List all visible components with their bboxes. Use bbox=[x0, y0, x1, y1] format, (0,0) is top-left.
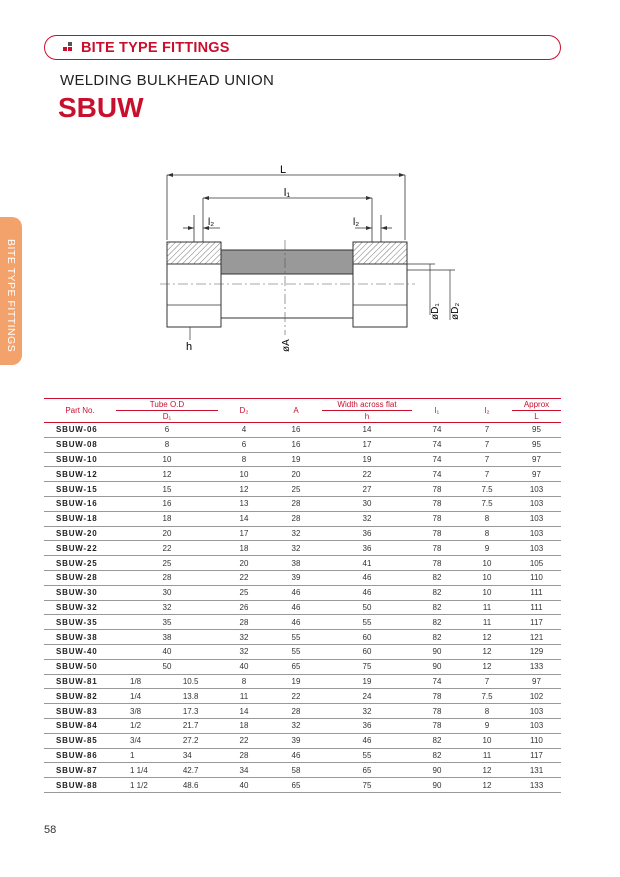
table-row bbox=[44, 704, 561, 719]
table-cell: 74 bbox=[412, 437, 462, 452]
col-tube-od: Tube O.D bbox=[116, 399, 218, 411]
table-cell: 50 bbox=[322, 600, 412, 615]
table-cell: 110 bbox=[512, 733, 561, 748]
part-number-cell: SBUW-84 bbox=[44, 718, 116, 733]
dim-l1: l₁ bbox=[283, 187, 291, 199]
table-cell: 65 bbox=[270, 659, 322, 674]
table-cell: 13.8 bbox=[169, 689, 218, 704]
table-cell: 8 bbox=[116, 437, 218, 452]
table-cell: 103 bbox=[512, 718, 561, 733]
table-cell: 19 bbox=[322, 452, 412, 467]
section-title: BITE TYPE FITTINGS bbox=[81, 39, 230, 56]
table-row bbox=[44, 733, 561, 748]
table-cell: 42.7 bbox=[169, 763, 218, 778]
dim-l2-right: l₂ bbox=[353, 217, 360, 228]
table-cell: 131 bbox=[512, 763, 561, 778]
table-cell: 17.3 bbox=[169, 704, 218, 719]
table-cell: 16 bbox=[270, 437, 322, 452]
table-cell: 111 bbox=[512, 600, 561, 615]
table-cell: 26 bbox=[218, 600, 270, 615]
table-cell: 36 bbox=[322, 526, 412, 541]
table-cell: 32 bbox=[270, 526, 322, 541]
table-cell: 7 bbox=[462, 452, 512, 467]
table-cell: 11 bbox=[218, 689, 270, 704]
table-cell: 1/8 bbox=[116, 674, 169, 689]
table-cell: 4 bbox=[218, 423, 270, 438]
table-cell: 25 bbox=[116, 556, 218, 571]
table-cell: 12 bbox=[116, 467, 218, 482]
table-cell: 78 bbox=[412, 556, 462, 571]
part-number-cell: SBUW-85 bbox=[44, 733, 116, 748]
table-row bbox=[44, 423, 561, 438]
brand-squares-icon bbox=[63, 42, 75, 54]
table-cell: 103 bbox=[512, 541, 561, 556]
part-number-cell: SBUW-16 bbox=[44, 496, 116, 511]
table-cell: 103 bbox=[512, 526, 561, 541]
part-number-cell: SBUW-20 bbox=[44, 526, 116, 541]
table-cell: 8 bbox=[462, 704, 512, 719]
table-cell: 22 bbox=[270, 689, 322, 704]
table-cell: 24 bbox=[322, 689, 412, 704]
table-row bbox=[44, 585, 561, 600]
table-cell: 3/8 bbox=[116, 704, 169, 719]
table-cell: 11 bbox=[462, 600, 512, 615]
part-number-cell: SBUW-50 bbox=[44, 659, 116, 674]
part-number-cell: SBUW-28 bbox=[44, 570, 116, 585]
table-cell: 32 bbox=[322, 511, 412, 526]
table-row bbox=[44, 644, 561, 659]
table-cell: 90 bbox=[412, 659, 462, 674]
table-cell: 18 bbox=[218, 541, 270, 556]
table-cell: 10 bbox=[462, 556, 512, 571]
table-cell: 103 bbox=[512, 511, 561, 526]
table-cell: 10 bbox=[462, 733, 512, 748]
table-cell: 75 bbox=[322, 659, 412, 674]
side-tab-label: BITE TYPE FITTINGS bbox=[5, 239, 17, 353]
table-cell: 10 bbox=[462, 570, 512, 585]
table-cell: 103 bbox=[512, 482, 561, 497]
table-cell: 78 bbox=[412, 482, 462, 497]
table-row bbox=[44, 689, 561, 704]
table-cell: 103 bbox=[512, 496, 561, 511]
part-number-cell: SBUW-06 bbox=[44, 423, 116, 438]
table-cell: 38 bbox=[116, 630, 218, 645]
page-number: 58 bbox=[44, 824, 57, 836]
table-cell: 8 bbox=[218, 674, 270, 689]
part-number-cell: SBUW-15 bbox=[44, 482, 116, 497]
table-row bbox=[44, 674, 561, 689]
part-number-cell: SBUW-38 bbox=[44, 630, 116, 645]
table-cell: 18 bbox=[218, 718, 270, 733]
table-cell: 11 bbox=[462, 615, 512, 630]
table-cell: 129 bbox=[512, 644, 561, 659]
table-cell: 32 bbox=[322, 704, 412, 719]
table-cell: 9 bbox=[462, 541, 512, 556]
table-cell: 32 bbox=[116, 600, 218, 615]
table-cell: 19 bbox=[322, 674, 412, 689]
col-l2: l₂ bbox=[462, 399, 512, 423]
part-number-cell: SBUW-35 bbox=[44, 615, 116, 630]
table-cell: 13 bbox=[218, 496, 270, 511]
part-number-cell: SBUW-08 bbox=[44, 437, 116, 452]
table-cell: 30 bbox=[322, 496, 412, 511]
table-cell: 21.7 bbox=[169, 718, 218, 733]
table-cell: 9 bbox=[462, 718, 512, 733]
table-cell: 74 bbox=[412, 452, 462, 467]
table-cell: 90 bbox=[412, 763, 462, 778]
table-row bbox=[44, 600, 561, 615]
table-cell: 12 bbox=[462, 644, 512, 659]
product-subtitle: WELDING BULKHEAD UNION bbox=[60, 72, 275, 89]
table-cell: 97 bbox=[512, 674, 561, 689]
dim-L: L bbox=[279, 164, 287, 176]
table-row bbox=[44, 570, 561, 585]
table-cell: 28 bbox=[218, 615, 270, 630]
table-cell: 14 bbox=[322, 423, 412, 438]
table-cell: 20 bbox=[218, 556, 270, 571]
table-cell: 95 bbox=[512, 423, 561, 438]
table-cell: 97 bbox=[512, 467, 561, 482]
table-cell: 46 bbox=[322, 733, 412, 748]
table-cell: 74 bbox=[412, 674, 462, 689]
table-cell: 55 bbox=[270, 630, 322, 645]
part-number-cell: SBUW-12 bbox=[44, 467, 116, 482]
table-row bbox=[44, 718, 561, 733]
col-d2: D₂ bbox=[218, 399, 270, 423]
table-cell: 28 bbox=[270, 511, 322, 526]
spec-table bbox=[44, 398, 561, 793]
dim-h: h bbox=[186, 341, 193, 353]
table-cell: 82 bbox=[412, 585, 462, 600]
table-row bbox=[44, 630, 561, 645]
col-l1: l₁ bbox=[412, 399, 462, 423]
table-cell: 6 bbox=[116, 423, 218, 438]
table-row bbox=[44, 467, 561, 482]
technical-drawing bbox=[150, 160, 470, 360]
table-cell: 78 bbox=[412, 704, 462, 719]
table-cell: 46 bbox=[270, 748, 322, 763]
table-cell: 55 bbox=[322, 615, 412, 630]
table-cell: 22 bbox=[322, 467, 412, 482]
table-cell: 12 bbox=[462, 778, 512, 793]
table-cell: 1/4 bbox=[116, 689, 169, 704]
dim-D2: øD₂ bbox=[450, 302, 461, 320]
table-cell: 65 bbox=[270, 778, 322, 793]
table-cell: 55 bbox=[270, 644, 322, 659]
table-cell: 82 bbox=[412, 570, 462, 585]
dim-A: øA bbox=[281, 339, 292, 352]
part-number-cell: SBUW-86 bbox=[44, 748, 116, 763]
part-number-cell: SBUW-22 bbox=[44, 541, 116, 556]
table-cell: 19 bbox=[270, 674, 322, 689]
table-cell: 28 bbox=[270, 704, 322, 719]
table-cell: 7 bbox=[462, 467, 512, 482]
table-cell: 58 bbox=[270, 763, 322, 778]
table-cell: 34 bbox=[218, 763, 270, 778]
table-row bbox=[44, 526, 561, 541]
table-cell: 12 bbox=[462, 659, 512, 674]
table-cell: 10 bbox=[462, 585, 512, 600]
table-cell: 11 bbox=[462, 748, 512, 763]
table-cell: 39 bbox=[270, 570, 322, 585]
table-cell: 28 bbox=[116, 570, 218, 585]
table-cell: 10 bbox=[116, 452, 218, 467]
table-cell: 78 bbox=[412, 689, 462, 704]
table-cell: 95 bbox=[512, 437, 561, 452]
table-cell: 55 bbox=[322, 748, 412, 763]
table-cell: 46 bbox=[270, 585, 322, 600]
col-l: L bbox=[512, 411, 561, 423]
table-cell: 14 bbox=[218, 511, 270, 526]
table-cell: 117 bbox=[512, 748, 561, 763]
table-cell: 40 bbox=[218, 778, 270, 793]
table-cell: 35 bbox=[116, 615, 218, 630]
part-number-cell: SBUW-18 bbox=[44, 511, 116, 526]
table-row bbox=[44, 541, 561, 556]
table-cell: 1 bbox=[116, 748, 169, 763]
table-cell: 82 bbox=[412, 630, 462, 645]
table-cell: 8 bbox=[462, 526, 512, 541]
table-cell: 82 bbox=[412, 733, 462, 748]
table-cell: 82 bbox=[412, 748, 462, 763]
part-number-cell: SBUW-88 bbox=[44, 778, 116, 793]
part-number-cell: SBUW-10 bbox=[44, 452, 116, 467]
col-approx: Approx bbox=[512, 399, 561, 411]
part-number-cell: SBUW-40 bbox=[44, 644, 116, 659]
table-cell: 22 bbox=[218, 570, 270, 585]
table-cell: 6 bbox=[218, 437, 270, 452]
table-cell: 8 bbox=[462, 511, 512, 526]
table-row bbox=[44, 615, 561, 630]
table-cell: 28 bbox=[218, 748, 270, 763]
table-cell: 34 bbox=[169, 748, 218, 763]
table-cell: 111 bbox=[512, 585, 561, 600]
table-cell: 75 bbox=[322, 778, 412, 793]
table-cell: 14 bbox=[218, 704, 270, 719]
table-row bbox=[44, 437, 561, 452]
table-row bbox=[44, 763, 561, 778]
table-cell: 20 bbox=[270, 467, 322, 482]
table-row bbox=[44, 748, 561, 763]
table-cell: 22 bbox=[116, 541, 218, 556]
col-d1: D₁ bbox=[116, 411, 218, 423]
table-cell: 7 bbox=[462, 674, 512, 689]
table-cell: 22 bbox=[218, 733, 270, 748]
table-cell: 15 bbox=[116, 482, 218, 497]
table-cell: 121 bbox=[512, 630, 561, 645]
table-cell: 36 bbox=[322, 541, 412, 556]
table-cell: 3/4 bbox=[116, 733, 169, 748]
table-cell: 78 bbox=[412, 718, 462, 733]
table-cell: 39 bbox=[270, 733, 322, 748]
table-cell: 103 bbox=[512, 704, 561, 719]
side-tab[interactable] bbox=[0, 217, 22, 365]
table-cell: 46 bbox=[322, 570, 412, 585]
table-cell: 7.5 bbox=[462, 689, 512, 704]
table-cell: 46 bbox=[270, 615, 322, 630]
table-cell: 7 bbox=[462, 423, 512, 438]
dim-l2-left: l₂ bbox=[208, 217, 215, 228]
section-header bbox=[44, 35, 561, 60]
table-cell: 133 bbox=[512, 778, 561, 793]
table-cell: 25 bbox=[218, 585, 270, 600]
table-cell: 19 bbox=[270, 452, 322, 467]
dim-D1: øD₁ bbox=[430, 303, 441, 320]
col-h: h bbox=[322, 411, 412, 423]
table-cell: 133 bbox=[512, 659, 561, 674]
table-cell: 18 bbox=[116, 511, 218, 526]
table-cell: 1/2 bbox=[116, 718, 169, 733]
table-row bbox=[44, 452, 561, 467]
table-cell: 20 bbox=[116, 526, 218, 541]
table-cell: 78 bbox=[412, 511, 462, 526]
table-row bbox=[44, 496, 561, 511]
table-cell: 60 bbox=[322, 644, 412, 659]
table-cell: 17 bbox=[322, 437, 412, 452]
table-cell: 105 bbox=[512, 556, 561, 571]
part-number-cell: SBUW-30 bbox=[44, 585, 116, 600]
table-row bbox=[44, 511, 561, 526]
part-number-cell: SBUW-32 bbox=[44, 600, 116, 615]
table-row bbox=[44, 778, 561, 793]
table-cell: 12 bbox=[218, 482, 270, 497]
table-cell: 50 bbox=[116, 659, 218, 674]
part-number-cell: SBUW-81 bbox=[44, 674, 116, 689]
table-cell: 7.5 bbox=[462, 482, 512, 497]
part-number-cell: SBUW-82 bbox=[44, 689, 116, 704]
table-cell: 40 bbox=[218, 659, 270, 674]
table-cell: 10 bbox=[218, 467, 270, 482]
table-cell: 82 bbox=[412, 615, 462, 630]
table-cell: 32 bbox=[218, 644, 270, 659]
table-cell: 46 bbox=[270, 600, 322, 615]
table-cell: 65 bbox=[322, 763, 412, 778]
table-cell: 32 bbox=[218, 630, 270, 645]
table-cell: 74 bbox=[412, 467, 462, 482]
product-code: SBUW bbox=[58, 92, 144, 123]
table-cell: 78 bbox=[412, 526, 462, 541]
table-cell: 1 1/4 bbox=[116, 763, 169, 778]
table-cell: 78 bbox=[412, 541, 462, 556]
table-cell: 41 bbox=[322, 556, 412, 571]
table-cell: 30 bbox=[116, 585, 218, 600]
part-number-cell: SBUW-87 bbox=[44, 763, 116, 778]
table-row bbox=[44, 659, 561, 674]
table-cell: 110 bbox=[512, 570, 561, 585]
table-cell: 1 1/2 bbox=[116, 778, 169, 793]
table-cell: 12 bbox=[462, 630, 512, 645]
table-cell: 38 bbox=[270, 556, 322, 571]
table-cell: 7.5 bbox=[462, 496, 512, 511]
table-cell: 60 bbox=[322, 630, 412, 645]
table-cell: 12 bbox=[462, 763, 512, 778]
table-cell: 17 bbox=[218, 526, 270, 541]
table-cell: 27.2 bbox=[169, 733, 218, 748]
col-part-no: Part No. bbox=[44, 399, 116, 423]
table-cell: 28 bbox=[270, 496, 322, 511]
table-cell: 36 bbox=[322, 718, 412, 733]
table-cell: 27 bbox=[322, 482, 412, 497]
table-cell: 7 bbox=[462, 437, 512, 452]
table-cell: 97 bbox=[512, 452, 561, 467]
table-cell: 32 bbox=[270, 541, 322, 556]
table-cell: 10.5 bbox=[169, 674, 218, 689]
table-cell: 78 bbox=[412, 496, 462, 511]
table-cell: 16 bbox=[270, 423, 322, 438]
col-a: A bbox=[270, 399, 322, 423]
table-cell: 117 bbox=[512, 615, 561, 630]
table-cell: 16 bbox=[116, 496, 218, 511]
table-cell: 82 bbox=[412, 600, 462, 615]
table-cell: 48.6 bbox=[169, 778, 218, 793]
table-cell: 74 bbox=[412, 423, 462, 438]
part-number-cell: SBUW-83 bbox=[44, 704, 116, 719]
table-cell: 46 bbox=[322, 585, 412, 600]
table-row bbox=[44, 556, 561, 571]
table-cell: 90 bbox=[412, 644, 462, 659]
table-cell: 25 bbox=[270, 482, 322, 497]
spec-table-body bbox=[44, 423, 561, 793]
table-cell: 90 bbox=[412, 778, 462, 793]
table-row bbox=[44, 482, 561, 497]
table-cell: 102 bbox=[512, 689, 561, 704]
col-width: Width across flat bbox=[322, 399, 412, 411]
table-cell: 40 bbox=[116, 644, 218, 659]
part-number-cell: SBUW-25 bbox=[44, 556, 116, 571]
table-cell: 8 bbox=[218, 452, 270, 467]
table-cell: 32 bbox=[270, 718, 322, 733]
